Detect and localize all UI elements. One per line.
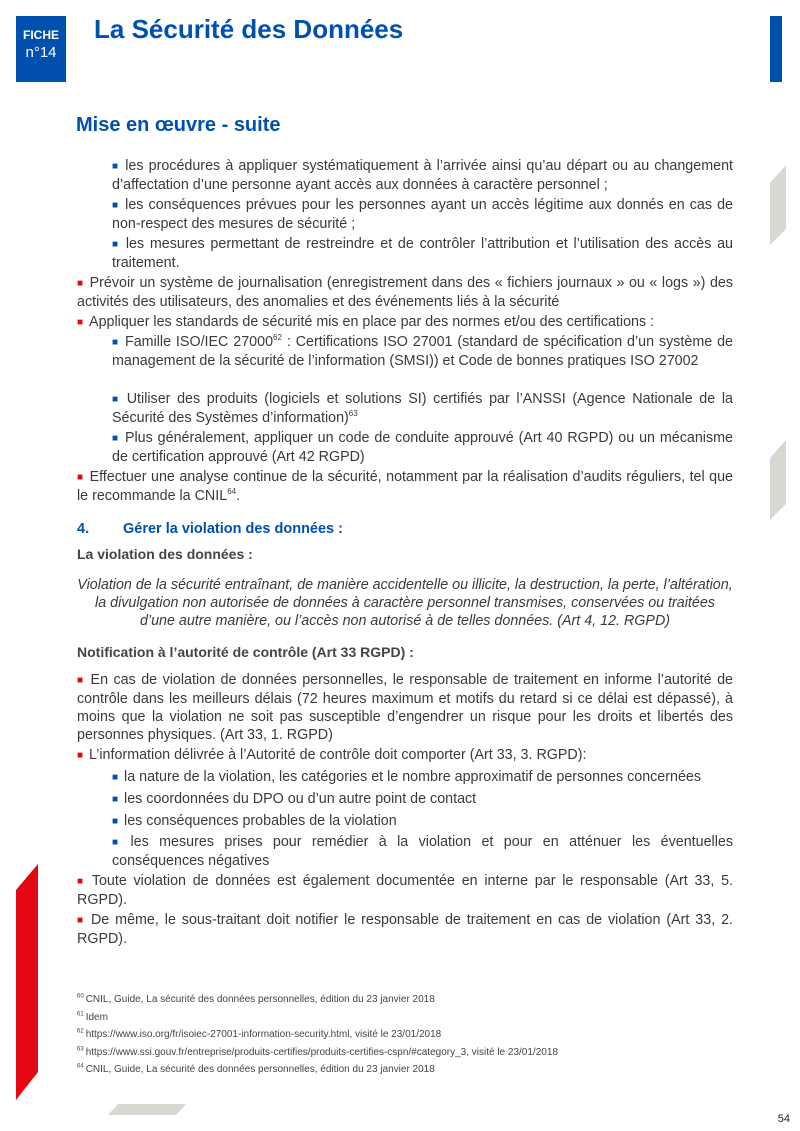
list-item-text: Plus généralement, appliquer un code de conduite approuvé (Art 40 RGPD) ou un mécanisme de certification approuvé (Art 42 RGPD) bbox=[112, 430, 733, 465]
list-item-text: les procédures à appliquer systématiquement à l’arrivée ainsi qu’au départ ou au changement d’affectation d’une personne ayant accès aux données à caractère personnel ; bbox=[112, 158, 733, 193]
section-title: Gérer la violation des données : bbox=[123, 521, 343, 537]
footnote-ref: 64 bbox=[227, 487, 237, 497]
page-number: 54 bbox=[777, 1113, 790, 1125]
footnote-number: 62 bbox=[77, 1028, 84, 1035]
square-bullet-icon: ■ bbox=[77, 915, 85, 926]
page-title: La Sécurité des Données bbox=[94, 14, 404, 44]
list-item-text: : Certifications ISO 27001 (standard de spécification d’un système de management de la sécurité de l’information (SMSI)) et Code de bonnes pratiques ISO 27002 bbox=[112, 334, 733, 369]
footnote bbox=[77, 1012, 108, 1023]
square-bullet-icon: ■ bbox=[112, 794, 119, 805]
violation-definition: Violation de la sécurité entraînant, de manière accidentelle ou illicite, la destruction, la perte, l’altération, la divulgation non autorisée de données à caractère personnel transmises, conservées ou traitées d’une autre manière, ou l’accès non autorisé à de telles données. (Art 4, 12. RGPD) bbox=[77, 577, 733, 629]
square-bullet-icon: ■ bbox=[112, 200, 120, 211]
list-item bbox=[112, 333, 733, 370]
footnote-text: CNIL, Guide, La sécurité des données personnelles, édition du 23 janvier 2018 bbox=[85, 1064, 435, 1075]
grey-bar-decoration bbox=[108, 1104, 188, 1116]
square-bullet-icon: ■ bbox=[112, 161, 120, 172]
list-item-text: Toute violation de données est également documentée en interne par le responsable (Art 33, 5. RGPD). bbox=[77, 873, 733, 908]
square-bullet-icon: ■ bbox=[77, 675, 85, 686]
list-item-text: . bbox=[236, 488, 241, 504]
list-item bbox=[112, 235, 733, 272]
list-item-text: les conséquences probables de la violation bbox=[124, 813, 397, 829]
footnote bbox=[77, 994, 435, 1005]
list-item bbox=[77, 671, 733, 744]
square-bullet-icon: ■ bbox=[112, 816, 119, 827]
list-item bbox=[112, 790, 733, 809]
list-item-text: les coordonnées du DPO ou d’un autre point de contact bbox=[124, 791, 477, 807]
list-item-text: Prévoir un système de journalisation (enregistrement dans des « fichiers journaux » ou « logs ») des activités des utilisateurs, des anomalies et des événements liés à la sécurité bbox=[77, 275, 733, 310]
list-item bbox=[112, 390, 733, 427]
footnote-number: 61 bbox=[77, 1011, 84, 1018]
section-4-heading bbox=[77, 521, 343, 537]
section-number: 4. bbox=[77, 521, 90, 537]
square-bullet-icon: ■ bbox=[112, 772, 119, 783]
square-bullet-icon: ■ bbox=[77, 317, 84, 328]
notification-label: Notification à l’autorité de contrôle (Art 33 RGPD) : bbox=[77, 644, 414, 660]
violation-label: La violation des données : bbox=[77, 546, 253, 562]
footnote bbox=[77, 1047, 558, 1058]
footnote-number: 64 bbox=[77, 1063, 84, 1070]
footnote-number: 60 bbox=[77, 993, 84, 1000]
footnote bbox=[77, 1029, 441, 1040]
badge-label: FICHE bbox=[23, 28, 59, 42]
square-bullet-icon: ■ bbox=[77, 472, 84, 483]
list-item-text: les mesures permettant de restreindre et de contrôler l’attribution et l’utilisation des accès au traitement. bbox=[112, 236, 733, 271]
list-item bbox=[77, 468, 733, 505]
list-item-text: la nature de la violation, les catégories et le nombre approximatif de personnes concernées bbox=[124, 769, 702, 785]
list-item-text: L’information délivrée à l’Autorité de contrôle doit comporter (Art 33, 3. RGPD): bbox=[89, 747, 587, 763]
footnote bbox=[77, 1064, 435, 1075]
footnote-text: Idem bbox=[85, 1011, 108, 1023]
red-tab-decoration bbox=[14, 862, 40, 1102]
list-item bbox=[77, 313, 733, 332]
section-subtitle: Mise en œuvre - suite bbox=[76, 114, 281, 136]
footnote-text: https://www.iso.org/fr/isoiec-27001-information-security.html, visité le 23/01/2018 bbox=[85, 1029, 442, 1040]
list-item bbox=[77, 274, 733, 311]
grey-tab-decoration bbox=[768, 438, 788, 522]
badge-number: n°14 bbox=[25, 44, 57, 61]
footnote-ref: 63 bbox=[348, 409, 358, 419]
header-accent-bar bbox=[770, 16, 782, 82]
square-bullet-icon: ■ bbox=[112, 433, 119, 444]
footnote-number: 63 bbox=[77, 1046, 84, 1053]
footnote-text: https://www.ssi.gouv.fr/entreprise/produits-certifies/produits-certifies-cspn/#category_3, visité le 23/01/2018 bbox=[85, 1046, 558, 1058]
square-bullet-icon: ■ bbox=[77, 750, 84, 761]
list-item-text: En cas de violation de données personnelles, le responsable de traitement en informe l’autorité de contrôle dans les meilleurs délais (72 heures maximum et motifs du retard si ce délai est dépassé), à moins que la violation ne soit pas susceptible d’engendrer un risque pour les droits et libertés des personnes physiques. (Art 33, 1. RGPD) bbox=[77, 672, 733, 743]
list-item bbox=[112, 812, 733, 831]
list-item bbox=[112, 429, 733, 466]
list-item bbox=[112, 157, 733, 194]
grey-tab-decoration bbox=[768, 163, 788, 247]
fiche-badge bbox=[16, 16, 66, 82]
list-item bbox=[112, 196, 733, 233]
square-bullet-icon: ■ bbox=[112, 337, 119, 348]
list-item-text: les conséquences prévues pour les personnes ayant un accès légitime aux donnés en cas de non-respect des mesures de sécurité ; bbox=[112, 197, 733, 232]
list-item bbox=[77, 746, 733, 765]
list-item-text: Appliquer les standards de sécurité mis en place par des normes et/ou des certifications : bbox=[89, 314, 655, 330]
list-item-text: les mesures prises pour remédier à la violation et pour en atténuer les éventuelles conséquences négatives bbox=[112, 834, 733, 869]
list-item-text: Utiliser des produits (logiciels et solutions SI) certifiés par l’ANSSI (Agence Nationale de la Sécurité des Systèmes d’information) bbox=[112, 391, 733, 426]
list-item bbox=[112, 768, 733, 787]
list-item bbox=[77, 872, 733, 909]
list-item bbox=[112, 833, 733, 870]
list-item bbox=[77, 911, 733, 948]
square-bullet-icon: ■ bbox=[112, 837, 125, 848]
footnote-ref: 62 bbox=[273, 333, 282, 343]
square-bullet-icon: ■ bbox=[77, 278, 84, 289]
list-item-text: Famille ISO/IEC 27000 bbox=[124, 334, 274, 350]
square-bullet-icon: ■ bbox=[77, 876, 86, 887]
list-item-text: Effectuer une analyse continue de la sécurité, notamment par la réalisation d’audits réguliers, tel que le recommande la CNIL bbox=[77, 469, 734, 504]
square-bullet-icon: ■ bbox=[112, 394, 121, 405]
list-item-text: De même, le sous-traitant doit notifier le responsable de traitement en cas de violation (Art 33, 2. RGPD). bbox=[77, 912, 734, 947]
footnote-text: CNIL, Guide, La sécurité des données personnelles, édition du 23 janvier 2018 bbox=[85, 994, 435, 1005]
square-bullet-icon: ■ bbox=[112, 239, 120, 250]
